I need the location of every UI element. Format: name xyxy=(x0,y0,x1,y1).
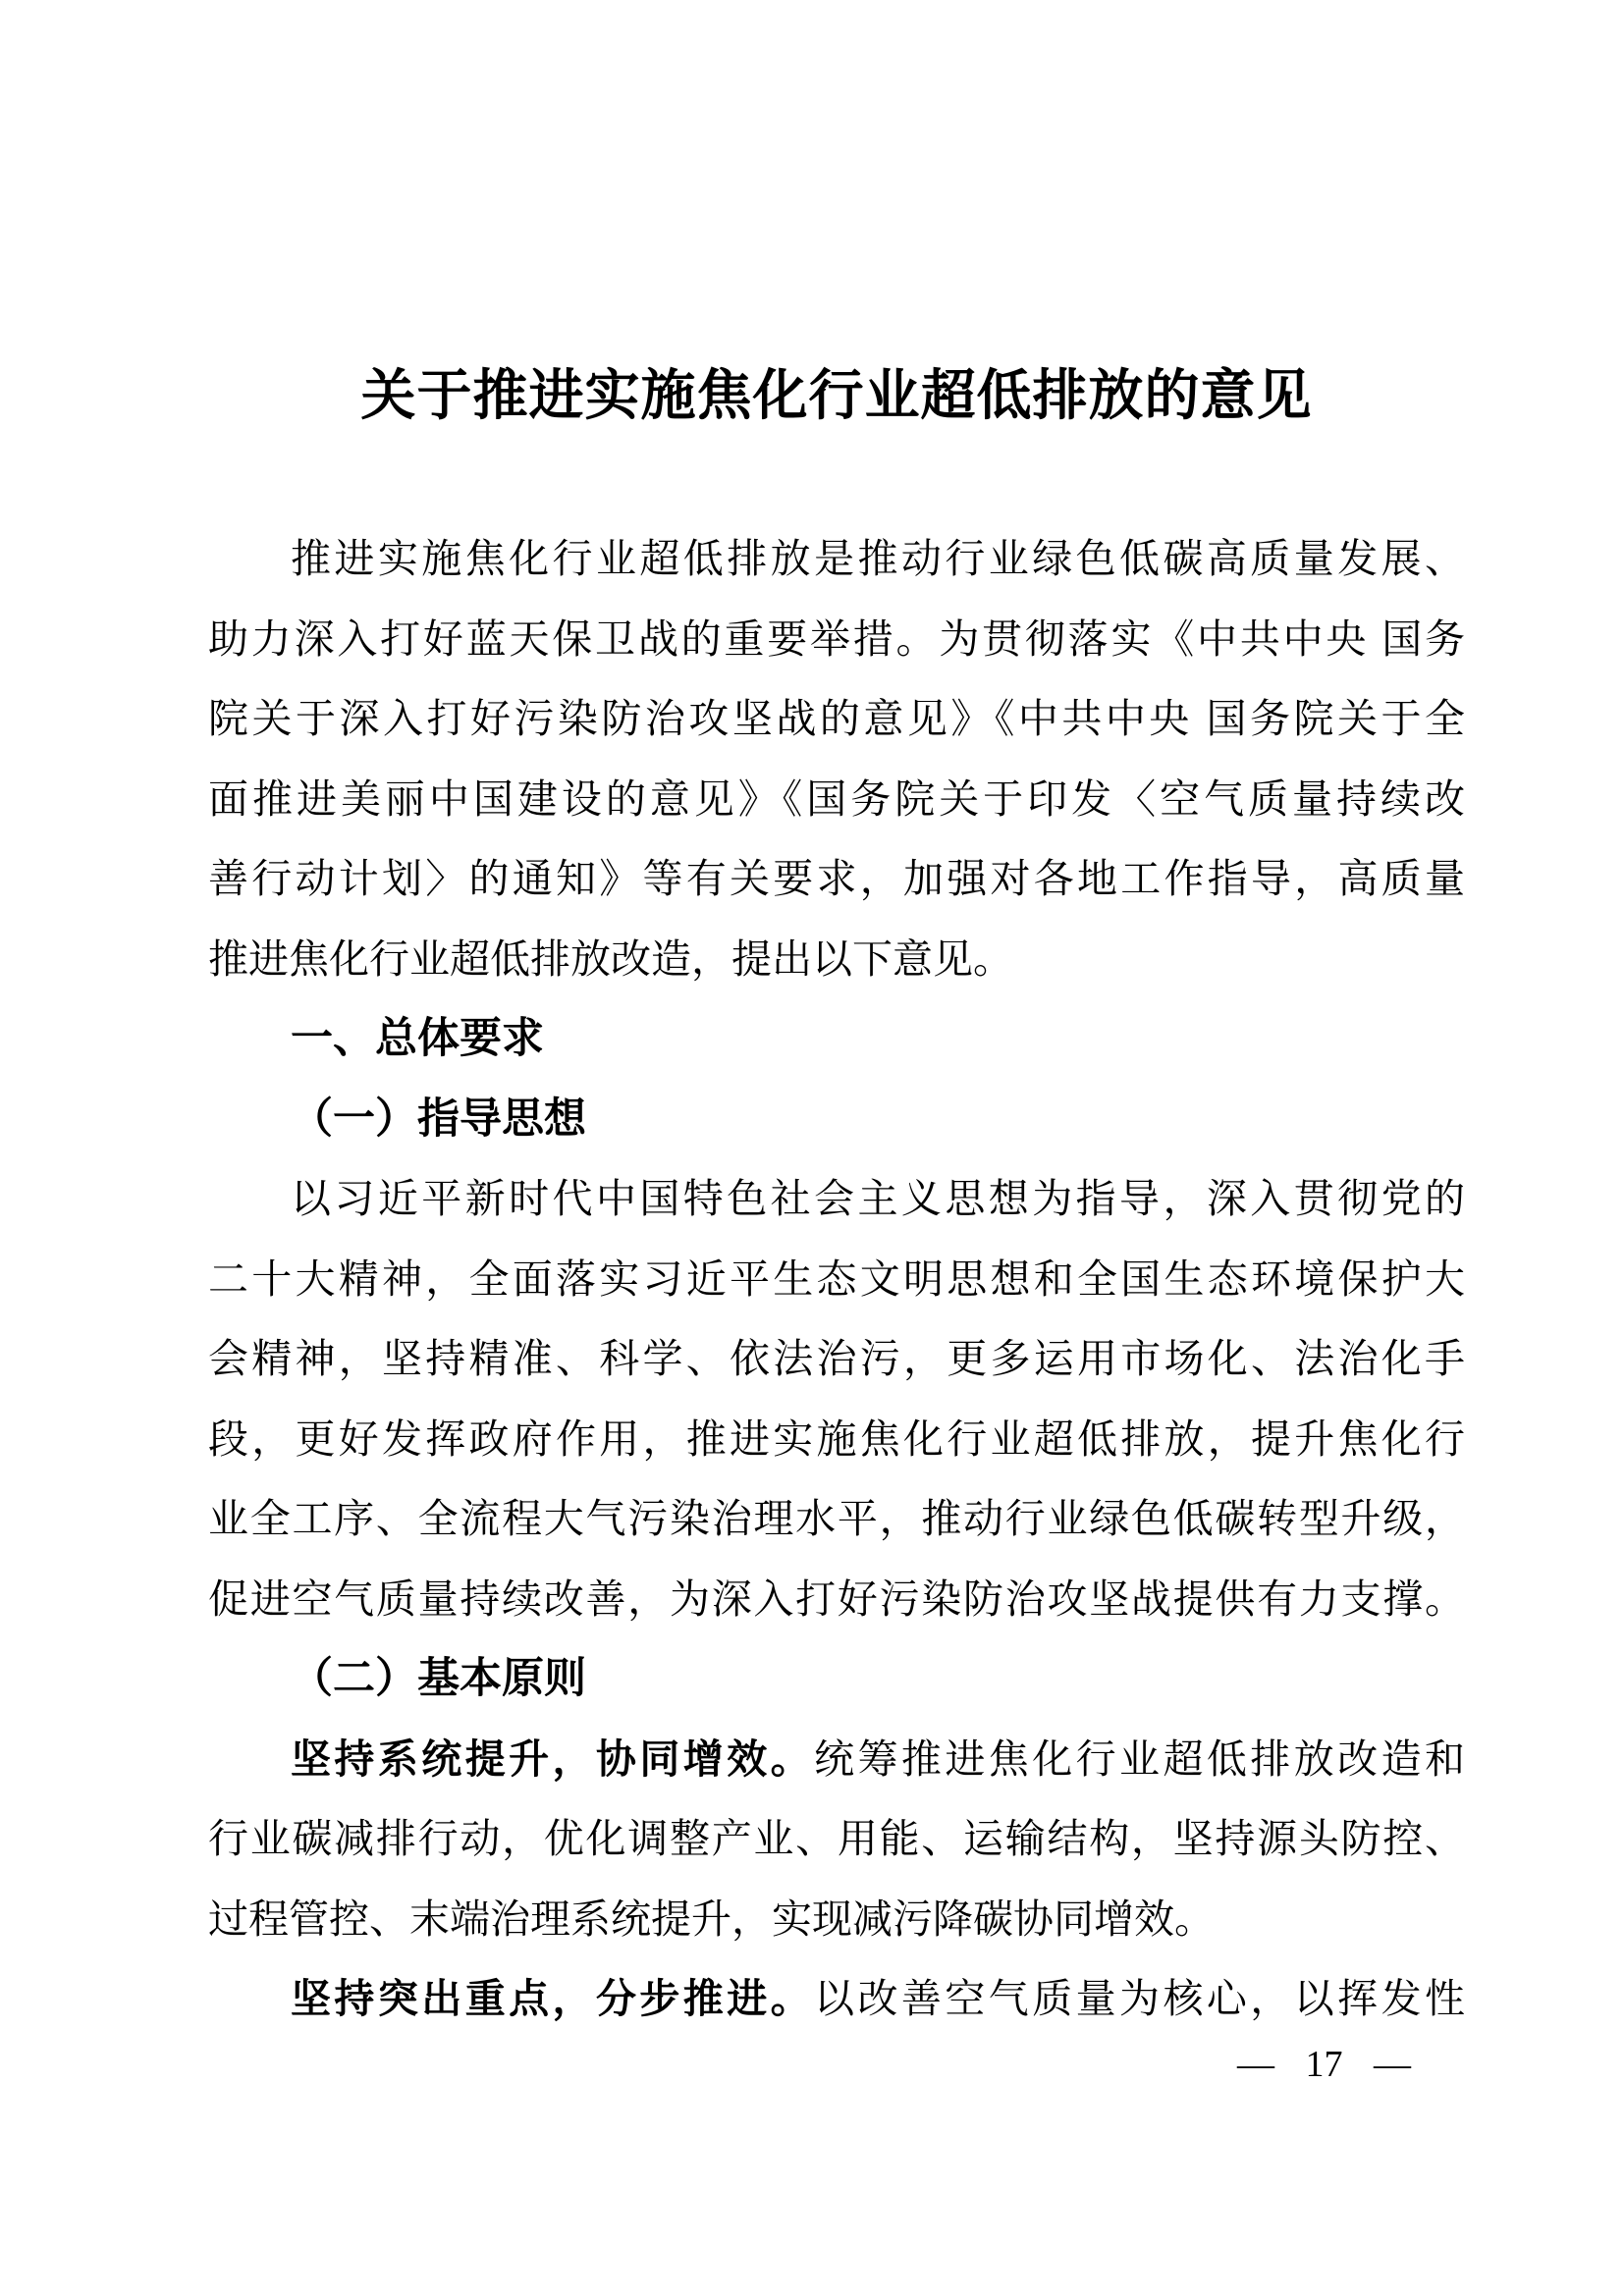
page-number: — 17 — xyxy=(1237,2044,1411,2085)
intro-line-1: 推进实施焦化行业超低排放是推动行业绿色低碳高质量发展、 xyxy=(291,536,1465,581)
subsection-heading-1-1: （一）指导思想 xyxy=(291,1095,586,1143)
principle-1-rest: 统筹推进焦化行业超低排放改造和 xyxy=(814,1735,1465,1782)
principle-1-line-1 xyxy=(208,1720,1465,1800)
intro-line-4: 面推进美丽中国建设的意见》《国务院关于印发〈空气质量持续改 xyxy=(208,775,1465,822)
principle-1-line-2: 行业碳减排行动，优化调整产业、用能、运输结构，坚持源头防控、 xyxy=(208,1816,1465,1861)
intro-line-2: 助力深入打好蓝天保卫战的重要举措。为贯彻落实《中共中央 国务 xyxy=(208,615,1465,662)
guidance-line-5: 业全工序、全流程大气污染治理水平，推动行业绿色低碳转型升级， xyxy=(208,1496,1465,1541)
guidance-line-1: 以习近平新时代中国特色社会主义思想为指导，深入贯彻党的 xyxy=(291,1176,1465,1221)
guidance-line-4: 段，更好发挥政府作用，推进实施焦化行业超低排放，提升焦化行 xyxy=(208,1415,1465,1462)
principle-2-rest: 以改善空气质量为核心，以挥发性 xyxy=(814,1976,1465,2021)
principle-2-line-1 xyxy=(208,1959,1465,2040)
principle-1-lead: 坚持系统提升，协同增效。 xyxy=(291,1735,815,1782)
guidance-line-6: 促进空气质量持续改善，为深入打好污染防治攻坚战提供有力支撑。 xyxy=(208,1575,1465,1622)
document-body xyxy=(208,519,1465,2040)
section-heading-1: 一、总体要求 xyxy=(291,1015,544,1062)
guidance-line-3: 会精神，坚持精准、科学、依法治污，更多运用市场化、法治化手 xyxy=(208,1336,1465,1381)
intro-line-3: 院关于深入打好污染防治攻坚战的意见》《中共中央 国务院关于全 xyxy=(208,696,1465,741)
principle-1-line-3: 过程管控、末端治理系统提升，实现减污降碳协同增效。 xyxy=(208,1896,1215,1942)
principle-2-lead: 坚持突出重点，分步推进。 xyxy=(291,1976,815,2021)
subsection-heading-1-2: （二）基本原则 xyxy=(291,1656,586,1702)
document-title: 关于推进实施焦化行业超低排放的意见 xyxy=(360,364,1313,426)
intro-line-6: 推进焦化行业超低排放改造，提出以下意见。 xyxy=(208,935,1013,982)
guidance-line-2: 二十大精神，全面落实习近平生态文明思想和全国生态环境保护大 xyxy=(208,1255,1465,1302)
intro-line-5: 善行动计划〉的通知》等有关要求，加强对各地工作指导，高质量 xyxy=(208,856,1465,901)
